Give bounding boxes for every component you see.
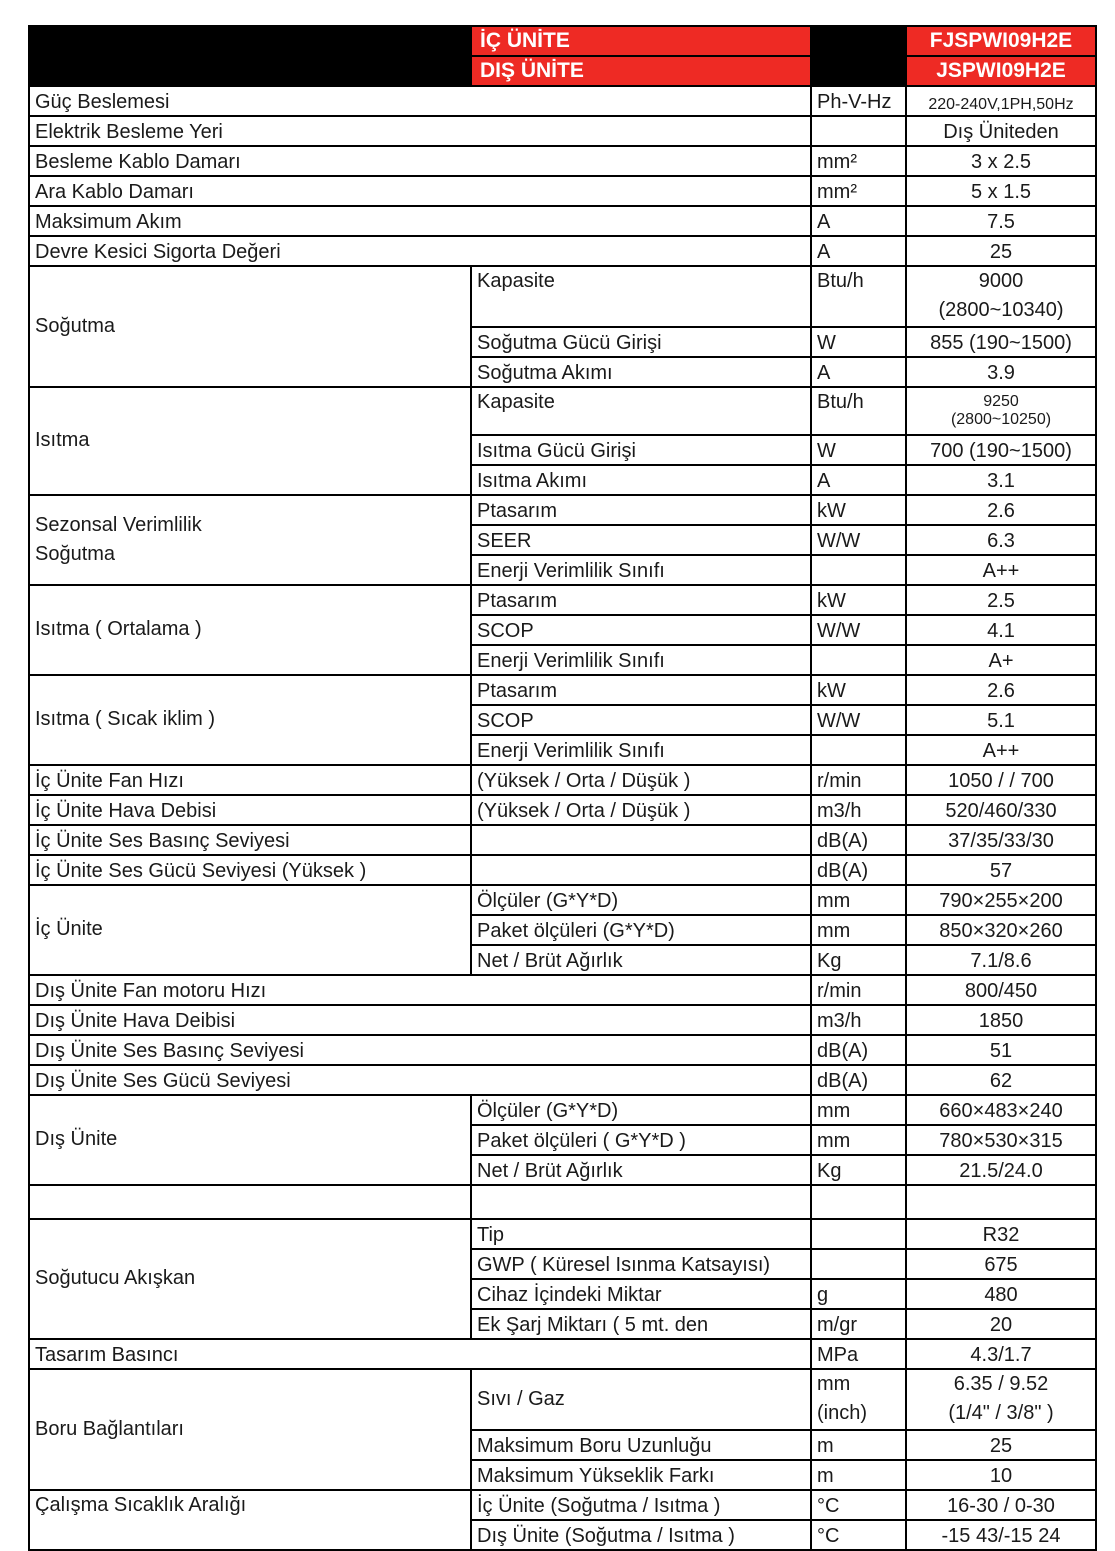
value-cell: 51: [906, 1035, 1096, 1065]
value-cell: 2.6: [906, 495, 1096, 525]
value-cell: 520/460/330: [906, 795, 1096, 825]
unit-type-label: İÇ ÜNİTE: [471, 26, 811, 56]
unit-cell: kW: [811, 675, 906, 705]
value-cell: 21.5/24.0: [906, 1155, 1096, 1185]
empty-cell: [29, 1185, 471, 1219]
spec-row: [29, 266, 1096, 327]
spec-sublabel-cell: Enerji Verimlilik Sınıfı: [471, 645, 811, 675]
value-cell: [906, 266, 1096, 327]
spec-label-cell: Güç Beslemesi: [29, 86, 811, 116]
unit-cell: W: [811, 327, 906, 357]
unit-cell: g: [811, 1279, 906, 1309]
spec-sublabel-cell: Soğutma Akımı: [471, 357, 811, 387]
cell-line: Sezonsal Verimlilik: [35, 513, 202, 536]
spec-sublabel-cell: Cihaz İçindeki Miktar: [471, 1279, 811, 1309]
spec-row: [29, 795, 1096, 825]
header-row-indoor: [29, 26, 1096, 56]
spec-row: [29, 855, 1096, 885]
cell-line: 6.35 / 9.52: [953, 1373, 1049, 1395]
value-cell: -15 43/-15 24: [906, 1520, 1096, 1550]
spec-label-cell: Ara Kablo Damarı: [29, 176, 811, 206]
spec-sublabel-cell: Ölçüler (G*Y*D): [471, 1095, 811, 1125]
spec-sublabel-cell: Kapasite: [471, 387, 811, 435]
spec-sublabel-cell: Net / Brüt Ağırlık: [471, 1155, 811, 1185]
value-cell: 25: [906, 1430, 1096, 1460]
value-cell: 220-240V,1PH,50Hz: [906, 86, 1096, 116]
spec-label-cell: İç Ünite Ses Gücü Seviyesi (Yüksek ): [29, 855, 471, 885]
empty-cell: [811, 1185, 906, 1219]
spec-sublabel-cell: Sıvı / Gaz: [471, 1369, 811, 1430]
cell-line: (2800~10250): [950, 410, 1052, 428]
unit-cell: r/min: [811, 765, 906, 795]
spec-sublabel-cell: Enerji Verimlilik Sınıfı: [471, 555, 811, 585]
unit-cell: mm: [811, 885, 906, 915]
unit-cell: Btu/h: [811, 266, 906, 327]
spec-row: [29, 765, 1096, 795]
unit-cell: A: [811, 465, 906, 495]
unit-cell: m: [811, 1460, 906, 1490]
header-filler-cell: [29, 56, 471, 86]
spec-label-cell: Dış Ünite Hava Deibisi: [29, 1005, 811, 1035]
value-cell: A++: [906, 555, 1096, 585]
spec-row: [29, 146, 1096, 176]
spec-label-cell: İç Ünite Fan Hızı: [29, 765, 471, 795]
spec-row: [29, 1095, 1096, 1125]
value-cell: 480: [906, 1279, 1096, 1309]
unit-cell: dB(A): [811, 825, 906, 855]
unit-cell: W/W: [811, 705, 906, 735]
spec-sublabel-cell: Paket ölçüleri (G*Y*D): [471, 915, 811, 945]
group-label-cell: Çalışma Sıcaklık Aralığı: [29, 1490, 471, 1550]
spec-row: [29, 975, 1096, 1005]
group-label-cell: Isıtma ( Sıcak iklim ): [29, 675, 471, 765]
spec-sublabel-cell: Paket ölçüleri ( G*Y*D ): [471, 1125, 811, 1155]
value-cell: 3.1: [906, 465, 1096, 495]
spec-row: [29, 236, 1096, 266]
spec-row: [29, 825, 1096, 855]
unit-cell: °C: [811, 1520, 906, 1550]
cell-line: 9000: [978, 270, 1024, 292]
spacer-row: [29, 1185, 1096, 1219]
group-label-cell: Isıtma: [29, 387, 471, 495]
spec-sublabel-cell: Ek Şarj Miktarı ( 5 mt. den: [471, 1309, 811, 1339]
unit-cell: m3/h: [811, 795, 906, 825]
value-cell: 4.3/1.7: [906, 1339, 1096, 1369]
unit-cell: kW: [811, 585, 906, 615]
value-cell: 4.1: [906, 615, 1096, 645]
unit-cell: °C: [811, 1490, 906, 1520]
unit-cell: dB(A): [811, 1035, 906, 1065]
value-cell: 5.1: [906, 705, 1096, 735]
unit-cell: MPa: [811, 1339, 906, 1369]
spec-sublabel-cell: Kapasite: [471, 266, 811, 327]
value-cell: 850×320×260: [906, 915, 1096, 945]
spec-row: [29, 1490, 1096, 1520]
unit-cell: [811, 735, 906, 765]
unit-cell: dB(A): [811, 855, 906, 885]
unit-cell: A: [811, 236, 906, 266]
value-cell: 6.3: [906, 525, 1096, 555]
spec-row: [29, 585, 1096, 615]
value-cell: 7.5: [906, 206, 1096, 236]
empty-cell: [906, 1185, 1096, 1219]
spec-row: [29, 1065, 1096, 1095]
spec-sublabel-cell: Maksimum Boru Uzunluğu: [471, 1430, 811, 1460]
value-cell: 1050 / / 700: [906, 765, 1096, 795]
unit-cell: r/min: [811, 975, 906, 1005]
spec-row: [29, 116, 1096, 146]
unit-cell: W/W: [811, 615, 906, 645]
cell-line: (inch): [817, 1402, 868, 1424]
spec-sublabel-cell: Enerji Verimlilik Sınıfı: [471, 735, 811, 765]
unit-cell: kW: [811, 495, 906, 525]
header-row-outdoor: [29, 56, 1096, 86]
spec-sublabel-cell: Ptasarım: [471, 585, 811, 615]
spec-sublabel-cell: SEER: [471, 525, 811, 555]
spec-row: [29, 206, 1096, 236]
spec-sublabel-cell: [471, 855, 811, 885]
value-cell: 16-30 / 0-30: [906, 1490, 1096, 1520]
spec-label-cell: İç Ünite Ses Basınç Seviyesi: [29, 825, 471, 855]
value-cell: 57: [906, 855, 1096, 885]
cell-line: (2800~10340): [938, 299, 1064, 321]
unit-cell: A: [811, 357, 906, 387]
value-cell: R32: [906, 1219, 1096, 1249]
group-label-cell: Dış Ünite: [29, 1095, 471, 1185]
model-number: JSPWI09H2E: [906, 56, 1096, 86]
spec-sublabel-cell: [471, 825, 811, 855]
spec-sublabel-cell: Isıtma Akımı: [471, 465, 811, 495]
value-cell: 5 x 1.5: [906, 176, 1096, 206]
spec-sublabel-cell: Net / Brüt Ağırlık: [471, 945, 811, 975]
value-cell: 62: [906, 1065, 1096, 1095]
unit-cell: mm²: [811, 176, 906, 206]
spec-sublabel-cell: Tip: [471, 1219, 811, 1249]
unit-cell: W/W: [811, 525, 906, 555]
unit-cell: [811, 1219, 906, 1249]
header-filler-cell: [29, 26, 471, 56]
spec-label-cell: Maksimum Akım: [29, 206, 811, 236]
group-label-cell: Boru Bağlantıları: [29, 1369, 471, 1490]
value-cell: 2.6: [906, 675, 1096, 705]
spec-sublabel-cell: Ölçüler (G*Y*D): [471, 885, 811, 915]
value-cell: 660×483×240: [906, 1095, 1096, 1125]
cell-line: Soğutma: [35, 542, 116, 565]
spec-row: [29, 885, 1096, 915]
unit-cell: Kg: [811, 1155, 906, 1185]
unit-cell: [811, 116, 906, 146]
unit-cell: [811, 1369, 906, 1430]
value-cell: 37/35/33/30: [906, 825, 1096, 855]
unit-cell: Btu/h: [811, 387, 906, 435]
spec-row: [29, 1339, 1096, 1369]
value-cell: 3 x 2.5: [906, 146, 1096, 176]
unit-cell: mm: [811, 1125, 906, 1155]
value-cell: 855 (190~1500): [906, 327, 1096, 357]
group-label-cell: Soğutucu Akışkan: [29, 1219, 471, 1339]
unit-cell: m/gr: [811, 1309, 906, 1339]
unit-cell: m3/h: [811, 1005, 906, 1035]
spec-sublabel-cell: Maksimum Yükseklik Farkı: [471, 1460, 811, 1490]
unit-cell: A: [811, 206, 906, 236]
spec-label-cell: Dış Ünite Ses Gücü Seviyesi: [29, 1065, 811, 1095]
unit-cell: W: [811, 435, 906, 465]
spec-row: [29, 1035, 1096, 1065]
spec-sublabel-cell: Soğutma Gücü Girişi: [471, 327, 811, 357]
group-label-cell: [29, 495, 471, 585]
spec-table: [28, 25, 1097, 1551]
group-label-cell: Isıtma ( Ortalama ): [29, 585, 471, 675]
spec-label-cell: Besleme Kablo Damarı: [29, 146, 811, 176]
spec-sublabel-cell: GWP ( Küresel Isınma Katsayısı): [471, 1249, 811, 1279]
spec-label-cell: Elektrik Besleme Yeri: [29, 116, 811, 146]
value-cell: 1850: [906, 1005, 1096, 1035]
value-cell: 790×255×200: [906, 885, 1096, 915]
unit-cell: m: [811, 1430, 906, 1460]
spec-sublabel-cell: İç Ünite (Soğutma / Isıtma ): [471, 1490, 811, 1520]
header-filler-cell: [811, 56, 906, 86]
spec-sublabel-cell: (Yüksek / Orta / Düşük ): [471, 765, 811, 795]
value-cell: 10: [906, 1460, 1096, 1490]
empty-cell: [471, 1185, 811, 1219]
unit-cell: [811, 1249, 906, 1279]
spec-row: [29, 1369, 1096, 1430]
spec-label-cell: Devre Kesici Sigorta Değeri: [29, 236, 811, 266]
spec-label-cell: Tasarım Basıncı: [29, 1339, 811, 1369]
unit-cell: Ph-V-Hz: [811, 86, 906, 116]
spec-row: [29, 1005, 1096, 1035]
value-cell: 7.1/8.6: [906, 945, 1096, 975]
spec-row: [29, 86, 1096, 116]
spec-sublabel-cell: Ptasarım: [471, 495, 811, 525]
group-label-cell: Soğutma: [29, 266, 471, 387]
value-cell: 3.9: [906, 357, 1096, 387]
value-cell: 675: [906, 1249, 1096, 1279]
unit-cell: [811, 555, 906, 585]
spec-label-cell: Dış Ünite Ses Basınç Seviyesi: [29, 1035, 811, 1065]
spec-row: [29, 387, 1096, 435]
unit-cell: mm: [811, 1095, 906, 1125]
cell-line: 9250: [983, 392, 1019, 410]
spec-row: [29, 495, 1096, 525]
cell-line: (1/4" / 3/8" ): [948, 1402, 1054, 1424]
value-cell: A+: [906, 645, 1096, 675]
spec-sublabel-cell: Ptasarım: [471, 675, 811, 705]
spec-sublabel-cell: SCOP: [471, 705, 811, 735]
value-cell: 800/450: [906, 975, 1096, 1005]
cell-line: mm: [817, 1373, 851, 1395]
spec-row: [29, 176, 1096, 206]
group-label-cell: İç Ünite: [29, 885, 471, 975]
header-filler-cell: [811, 26, 906, 56]
spec-row: [29, 675, 1096, 705]
spec-table-body: [29, 26, 1096, 1550]
model-number: FJSPWI09H2E: [906, 26, 1096, 56]
unit-cell: mm²: [811, 146, 906, 176]
value-cell: [906, 387, 1096, 435]
value-cell: 2.5: [906, 585, 1096, 615]
spec-sublabel-cell: SCOP: [471, 615, 811, 645]
value-cell: 20: [906, 1309, 1096, 1339]
value-cell: A++: [906, 735, 1096, 765]
spec-row: [29, 1219, 1096, 1249]
value-cell: 780×530×315: [906, 1125, 1096, 1155]
spec-sublabel-cell: (Yüksek / Orta / Düşük ): [471, 795, 811, 825]
spec-sublabel-cell: Isıtma Gücü Girişi: [471, 435, 811, 465]
spec-sublabel-cell: Dış Ünite (Soğutma / Isıtma ): [471, 1520, 811, 1550]
value-cell: 25: [906, 236, 1096, 266]
unit-cell: Kg: [811, 945, 906, 975]
unit-cell: dB(A): [811, 1065, 906, 1095]
value-cell: [906, 1369, 1096, 1430]
spec-label-cell: Dış Ünite Fan motoru Hızı: [29, 975, 811, 1005]
unit-type-label: DIŞ ÜNİTE: [471, 56, 811, 86]
value-cell: 700 (190~1500): [906, 435, 1096, 465]
value-cell: Dış Üniteden: [906, 116, 1096, 146]
unit-cell: [811, 645, 906, 675]
spec-label-cell: İç Ünite Hava Debisi: [29, 795, 471, 825]
unit-cell: mm: [811, 915, 906, 945]
